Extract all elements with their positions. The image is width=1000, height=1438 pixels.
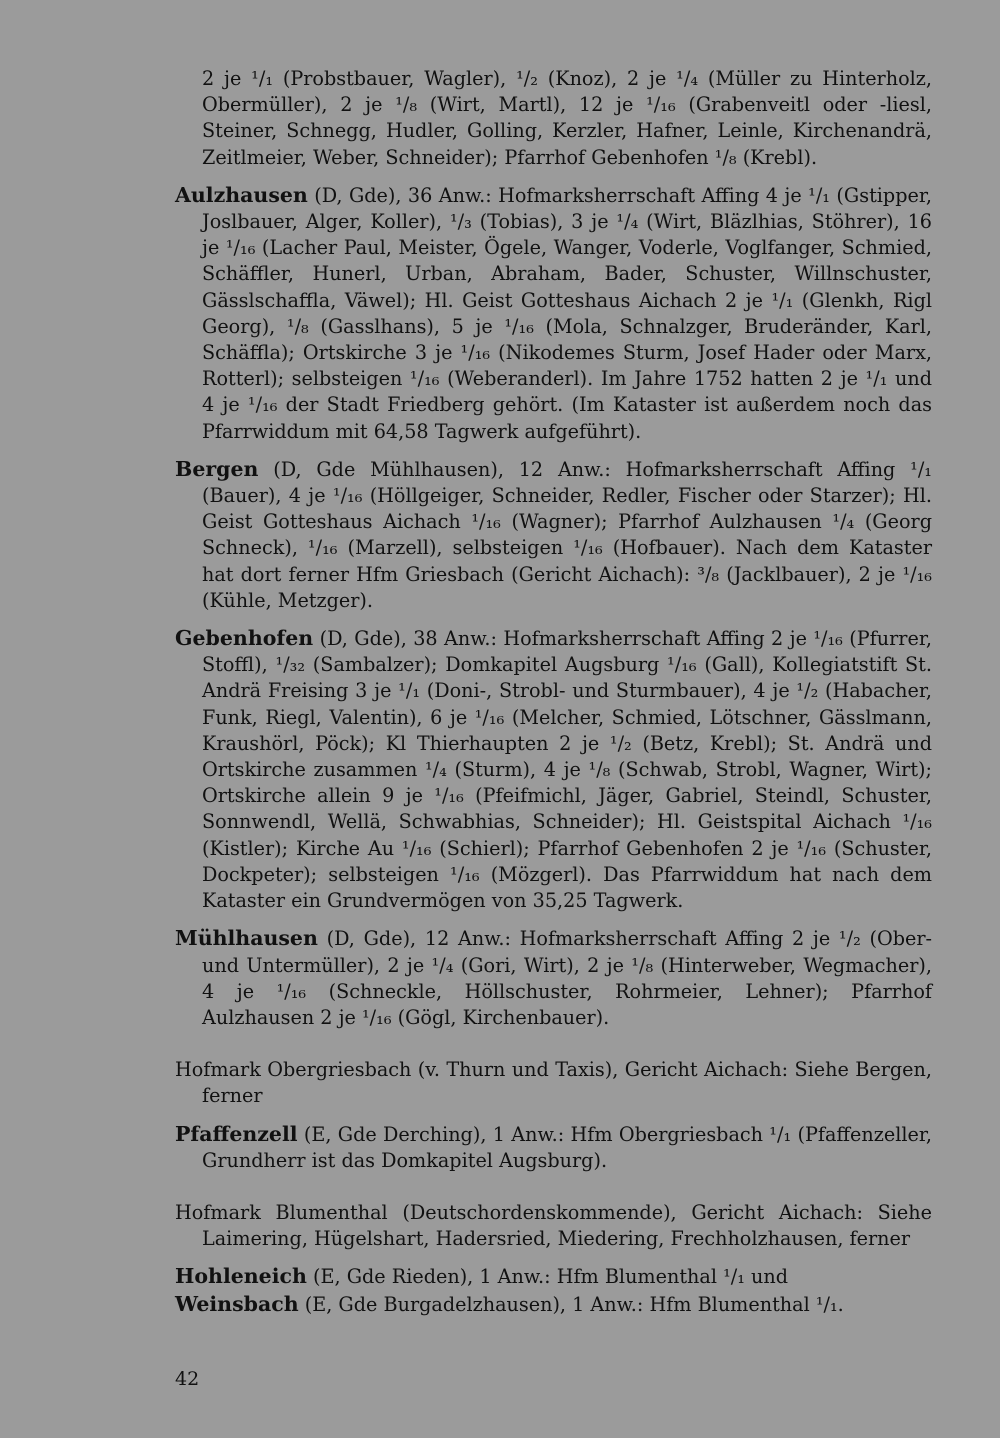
place-name: Bergen <box>175 456 259 481</box>
entry-pfaffenzell <box>175 1121 932 1174</box>
entry-text: (D, Gde Mühlhausen), 12 Anw.: Hofmarksherrschaft Affing ¹/₁ (Bauer), 4 je ¹/₁₆ (Höllgeiger, Schneider, Redler, Fischer oder Starzer); Hl. Geist Gotteshaus Aichach ¹/₁₆ (Wagner); Pfarrhof Aulzhausen ¹/₄ (Georg Schneck), ¹/₁₆ (Marzell), selbsteigen ¹/₁₆ (Hofbauer). Nach dem Kataster hat dort ferner Hfm Griesbach (Gericht Aichach): ³/₈ (Jacklbauer), 2 je ¹/₁₆ (Kühle, Metzger). <box>202 457 932 612</box>
place-name: Aulzhausen <box>175 182 308 207</box>
place-name: Hohleneich <box>175 1264 307 1289</box>
place-name: Weinsbach <box>175 1291 299 1316</box>
place-name: Mühlhausen <box>175 926 318 951</box>
entry-text: (D, Gde), 36 Anw.: Hofmarksherrschaft Affing 4 je ¹/₁ (Gstipper, Joslbauer, Alger, Koller), ¹/₃ (Tobias), 3 je ¹/₄ (Wirt, Bläzlhias, Stöhrer), 16 je ¹/₁₆ (Lacher Paul, Meister, Ögele, Wanger, Voderle, Voglfanger, Schmied, Schäffler, Hunerl, Urban, Abraham, Bader, Schuster, Willnschuster, Gässlschaffla, Väwel); Hl. Geist Gotteshaus Aichach 2 je ¹/₁ (Glenkh, Rigl Georg), ¹/₈ (Gasslhans), 5 je ¹/₁₆ (Mola, Schnalzger, Bruderänder, Karl, Schäffla); Ortskirche 3 je ¹/₁₆ (Nikodemes Sturm, Josef Hader oder Marx, Rotterl); selbsteigen ¹/₁₆ (Weberanderl). Im Jahre 1752 hatten 2 je ¹/₁ und 4 je ¹/₁₆ der Stadt Friedberg gehört. (Im Kataster ist außerdem noch das Pfarrwiddum mit 64,58 Tagwerk aufgeführt). <box>202 183 932 443</box>
entry-text: (E, Gde Rieden), 1 Anw.: Hfm Blumenthal ¹/₁ und <box>306 1265 789 1289</box>
page-body <box>175 66 932 1329</box>
entry-muehlhausen <box>175 925 932 1031</box>
place-name: Gebenhofen <box>175 626 314 651</box>
section-text: Hofmark Blumenthal (Deutschordenskommende), Gericht Aichach: Siehe Laimering, Hügelshart, Hadersried, Miedering, Frechholzhausen, ferner <box>175 1200 932 1251</box>
section-hofmark-obergriesbach <box>175 1057 932 1109</box>
page-number: 42 <box>175 1368 200 1390</box>
entry-aulzhausen <box>175 182 932 445</box>
paragraph-continuation <box>175 66 932 171</box>
section-hofmark-blumenthal <box>175 1200 932 1252</box>
section-text: Hofmark Obergriesbach (v. Thurn und Taxis), Gericht Aichach: Siehe Bergen, ferner <box>175 1058 932 1108</box>
entry-weinsbach <box>175 1291 932 1318</box>
entry-text: (E, Gde Burgadelzhausen), 1 Anw.: Hfm Blumenthal ¹/₁. <box>298 1292 844 1316</box>
entry-text: (D, Gde), 38 Anw.: Hofmarksherrschaft Affing 2 je ¹/₁₆ (Pfurrer, Stoffl), ¹/₃₂ (Sambalzer); Domkapitel Augsburg ¹/₁₆ (Gall), Kollegiatstift St. Andrä Freising 3 je ¹/₁ (Doni-, Strobl- und Sturmbauer), 4 je ¹/₂ (Habacher, Funk, Riegl, Valentin), 6 je ¹/₁₆ (Melcher, Schmied, Lötschner, Gässlmann, Kraushörl, Pöck); Kl Thierhaupten 2 je ¹/₂ (Betz, Krebl); St. Andrä und Ortskirche zusammen ¹/₄ (Sturm), 4 je ¹/₈ (Schwab, Strobl, Wagner, Wirt); Ortskirche allein 9 je ¹/₁₆ (Pfeifmichl, Jäger, Gabriel, Steindl, Schuster, Sonnwendl, Wellä, Schwabhias, Schneider); Hl. Geistspital Aichach ¹/₁₆ (Kistler); Kirche Au ¹/₁₆ (Schierl); Pfarrhof Gebenhofen 2 je ¹/₁₆ (Schuster, Dockpeter); selbsteigen ¹/₁₆ (Mözgerl). Das Pfarrwiddum hat nach dem Kataster ein Grundvermögen von 35,25 Tagwerk. <box>202 627 932 913</box>
entry-text: (E, Gde Derching), 1 Anw.: Hfm Obergriesbach ¹/₁ (Pfaffenzeller, Grundherr ist das Domkapitel Augsburg). <box>202 1122 932 1172</box>
entry-bergen <box>175 456 932 614</box>
place-name: Pfaffenzell <box>175 1121 298 1146</box>
entry-hohleneich <box>175 1263 932 1290</box>
entry-text: 2 je ¹/₁ (Probstbauer, Wagler), ¹/₂ (Knoz), 2 je ¹/₄ (Müller zu Hinterholz, Obermüller), 2 je ¹/₈ (Wirt, Martl), 12 je ¹/₁₆ (Grabenveitl oder -liesl, Steiner, Schnegg, Hudler, Golling, Kerzler, Hafner, Leinle, Kirchenandrä, Zeitlmeier, Weber, Schneider); Pfarrhof Gebenhofen ¹/₈ (Krebl). <box>202 67 932 169</box>
entry-text: (D, Gde), 12 Anw.: Hofmarksherrschaft Affing 2 je ¹/₂ (Ober- und Untermüller), 2 je ¹/₄ (Gori, Wirt), 2 je ¹/₈ (Hinterweber, Wegmacher), 4 je ¹/₁₆ (Schneckle, Höllschuster, Rohrmeier, Lehner); Pfarrhof Aulzhausen 2 je ¹/₁₆ (Gögl, Kirchenbauer). <box>202 927 932 1029</box>
entry-gebenhofen <box>175 625 932 914</box>
